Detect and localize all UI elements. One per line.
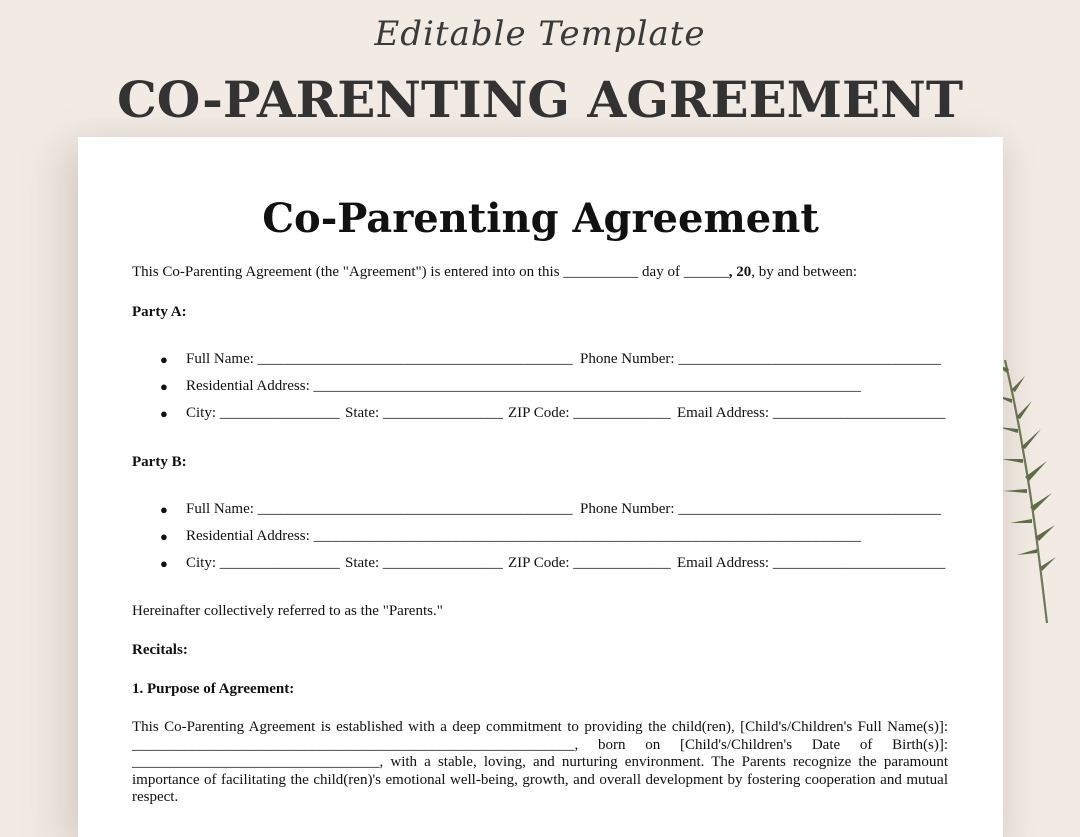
bullet-icon: ● [160, 352, 168, 367]
party-a-heading: Party A: [132, 304, 187, 320]
party-a-email-field[interactable]: Email Address: _______________________ [677, 405, 946, 421]
party-a-phone-field[interactable]: Phone Number: ___________________________________ [580, 351, 941, 367]
intro-line: This Co-Parenting Agreement (the "Agreement") is entered into on this __________ day of ______, 20, by and between: [132, 264, 858, 280]
party-b-zip-field[interactable]: ZIP Code: _____________ [508, 555, 671, 571]
section-1-heading: 1. Purpose of Agreement: [132, 681, 295, 697]
hereinafter-text: Hereinafter collectively referred to as the "Parents." [132, 603, 443, 619]
document-page [78, 137, 1003, 837]
bullet-icon: ● [160, 406, 168, 421]
bullet-icon: ● [160, 529, 168, 544]
party-b-phone-field[interactable]: Phone Number: ___________________________________ [580, 501, 941, 517]
bullet-icon: ● [160, 379, 168, 394]
party-a-full-name-field[interactable]: Full Name: __________________________________________ [186, 351, 573, 367]
party-b-heading: Party B: [132, 454, 187, 470]
party-a-zip-field[interactable]: ZIP Code: _____________ [508, 405, 671, 421]
script-subtitle: Editable Template [374, 14, 706, 54]
party-b-email-field[interactable]: Email Address: _______________________ [677, 555, 946, 571]
document-title: Co-Parenting Agreement [262, 195, 819, 242]
party-a-state-field[interactable]: State: ________________ [345, 405, 503, 421]
bullet-icon: ● [160, 502, 168, 517]
party-a-city-field[interactable]: City: ________________ [186, 405, 340, 421]
banner-title: CO-PARENTING AGREEMENT [116, 70, 964, 129]
party-b-address-field[interactable]: Residential Address: _________________________________________________________________________ [186, 528, 861, 544]
party-b-city-field[interactable]: City: ________________ [186, 555, 340, 571]
bullet-icon: ● [160, 556, 168, 571]
party-b-full-name-field[interactable]: Full Name: __________________________________________ [186, 501, 573, 517]
section-1-paragraph: This Co-Parenting Agreement is established with a deep commitment to providing the child(ren), [Child's/Children's Full Name(s)]: ___________________________________________________________, born on [Child's/Children's Date of Birth(s)]: _________________________________, with a stable, loving, and nurturing environment. The Parents recognize the paramount importance of facilitating the child(ren)'s emotional well-being, growth, and overall development by fostering cooperation and mutual respect. [132, 719, 948, 805]
recitals-heading: Recitals: [132, 642, 188, 658]
party-b-state-field[interactable]: State: ________________ [345, 555, 503, 571]
party-a-address-field[interactable]: Residential Address: _________________________________________________________________________ [186, 378, 861, 394]
